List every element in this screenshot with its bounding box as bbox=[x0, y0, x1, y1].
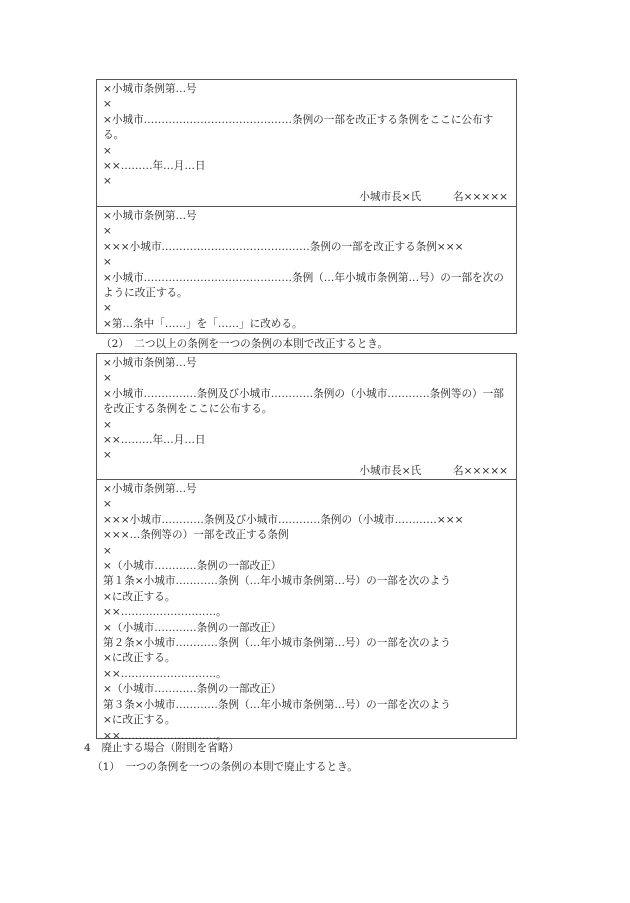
spacer-mark: × bbox=[103, 302, 112, 315]
promulgation-statement: ×小城市……………条例及び小城市…………条例の（小城市…………条例等の）一部を改正する条例をここに公布する。 bbox=[103, 387, 504, 416]
spacer-mark: × bbox=[103, 449, 112, 462]
spacer-mark: × bbox=[103, 175, 112, 188]
article-caption: ×（小城市…………条例の一部改正） bbox=[103, 683, 282, 696]
promulgation-statement: ×小城市……………………………………条例の一部を改正する条例をここに公布する。 bbox=[103, 113, 494, 142]
amendment-clause: ×第…条中「……」を「……」に改める。 bbox=[103, 317, 303, 330]
ordinance-number: ×小城市条例第…号 bbox=[103, 210, 197, 222]
article-3-cont: ×に改正する。 bbox=[103, 714, 176, 727]
date-line: ××………年…月…日 bbox=[103, 160, 206, 173]
article-2-cont: ×に改正する。 bbox=[103, 652, 176, 665]
ordinance-number: ×小城市条例第…号 bbox=[103, 357, 197, 369]
ordinance-number: ×小城市条例第…号 bbox=[103, 83, 197, 95]
article-2: 第２条×小城市…………条例（…年小城市条例第…号）の一部を次のよう bbox=[103, 637, 451, 650]
subsection-heading-4-1: （1） 一つの条例を一つの条例の本則で廃止するとき。 bbox=[92, 761, 358, 773]
spacer-mark: × bbox=[103, 144, 112, 157]
article-caption: ×（小城市…………条例の一部改正） bbox=[103, 560, 282, 573]
mayor-signature: 小城市長×氏 名××××× bbox=[359, 464, 508, 477]
ordinance-number: ×小城市条例第…号 bbox=[103, 483, 197, 495]
article-caption: ×（小城市…………条例の一部改正） bbox=[103, 621, 282, 634]
ordinance-title-cont: ×××…条例等の）一部を改正する条例 bbox=[103, 529, 289, 542]
ordinance-title: ×××小城市…………条例及び小城市…………条例の（小城市…………××× bbox=[103, 513, 464, 526]
spacer-mark: × bbox=[103, 256, 112, 269]
spacer-mark: × bbox=[103, 225, 112, 238]
article-3-body: ××………………………。 bbox=[103, 729, 227, 742]
amendment-statement: ×小城市……………………………………条例（…年小城市条例第…号）の一部を次のように改正する。 bbox=[103, 271, 504, 300]
ordinance-title: ×××小城市……………………………………条例の一部を改正する条例××× bbox=[103, 240, 464, 253]
spacer-mark: × bbox=[103, 498, 112, 511]
date-line: ××………年…月…日 bbox=[103, 434, 206, 447]
article-2-body: ××………………………。 bbox=[103, 667, 227, 680]
amendment-box-2 bbox=[96, 479, 517, 742]
article-1-cont: ×に改正する。 bbox=[103, 590, 176, 603]
mayor-signature: 小城市長×氏 名××××× bbox=[359, 190, 508, 203]
amendment-box-1 bbox=[96, 206, 517, 334]
article-3: 第３条×小城市…………条例（…年小城市条例第…号）の一部を次のよう bbox=[103, 698, 451, 711]
spacer-mark: × bbox=[103, 544, 112, 557]
article-1: 第１条×小城市…………条例（…年小城市条例第…号）の一部を次のよう bbox=[103, 575, 451, 588]
article-1-body: ××………………………。 bbox=[103, 606, 227, 619]
section-heading-4: 4 廃止する場合（附則を省略） bbox=[84, 742, 240, 754]
spacer-mark: × bbox=[103, 372, 112, 385]
promulgation-box-1 bbox=[96, 79, 517, 207]
subsection-heading-2: （2） 二つ以上の条例を一つの条例の本則で改正するとき。 bbox=[101, 338, 389, 350]
spacer-mark: × bbox=[103, 98, 112, 111]
promulgation-box-2 bbox=[96, 353, 517, 480]
spacer-mark: × bbox=[103, 418, 112, 431]
